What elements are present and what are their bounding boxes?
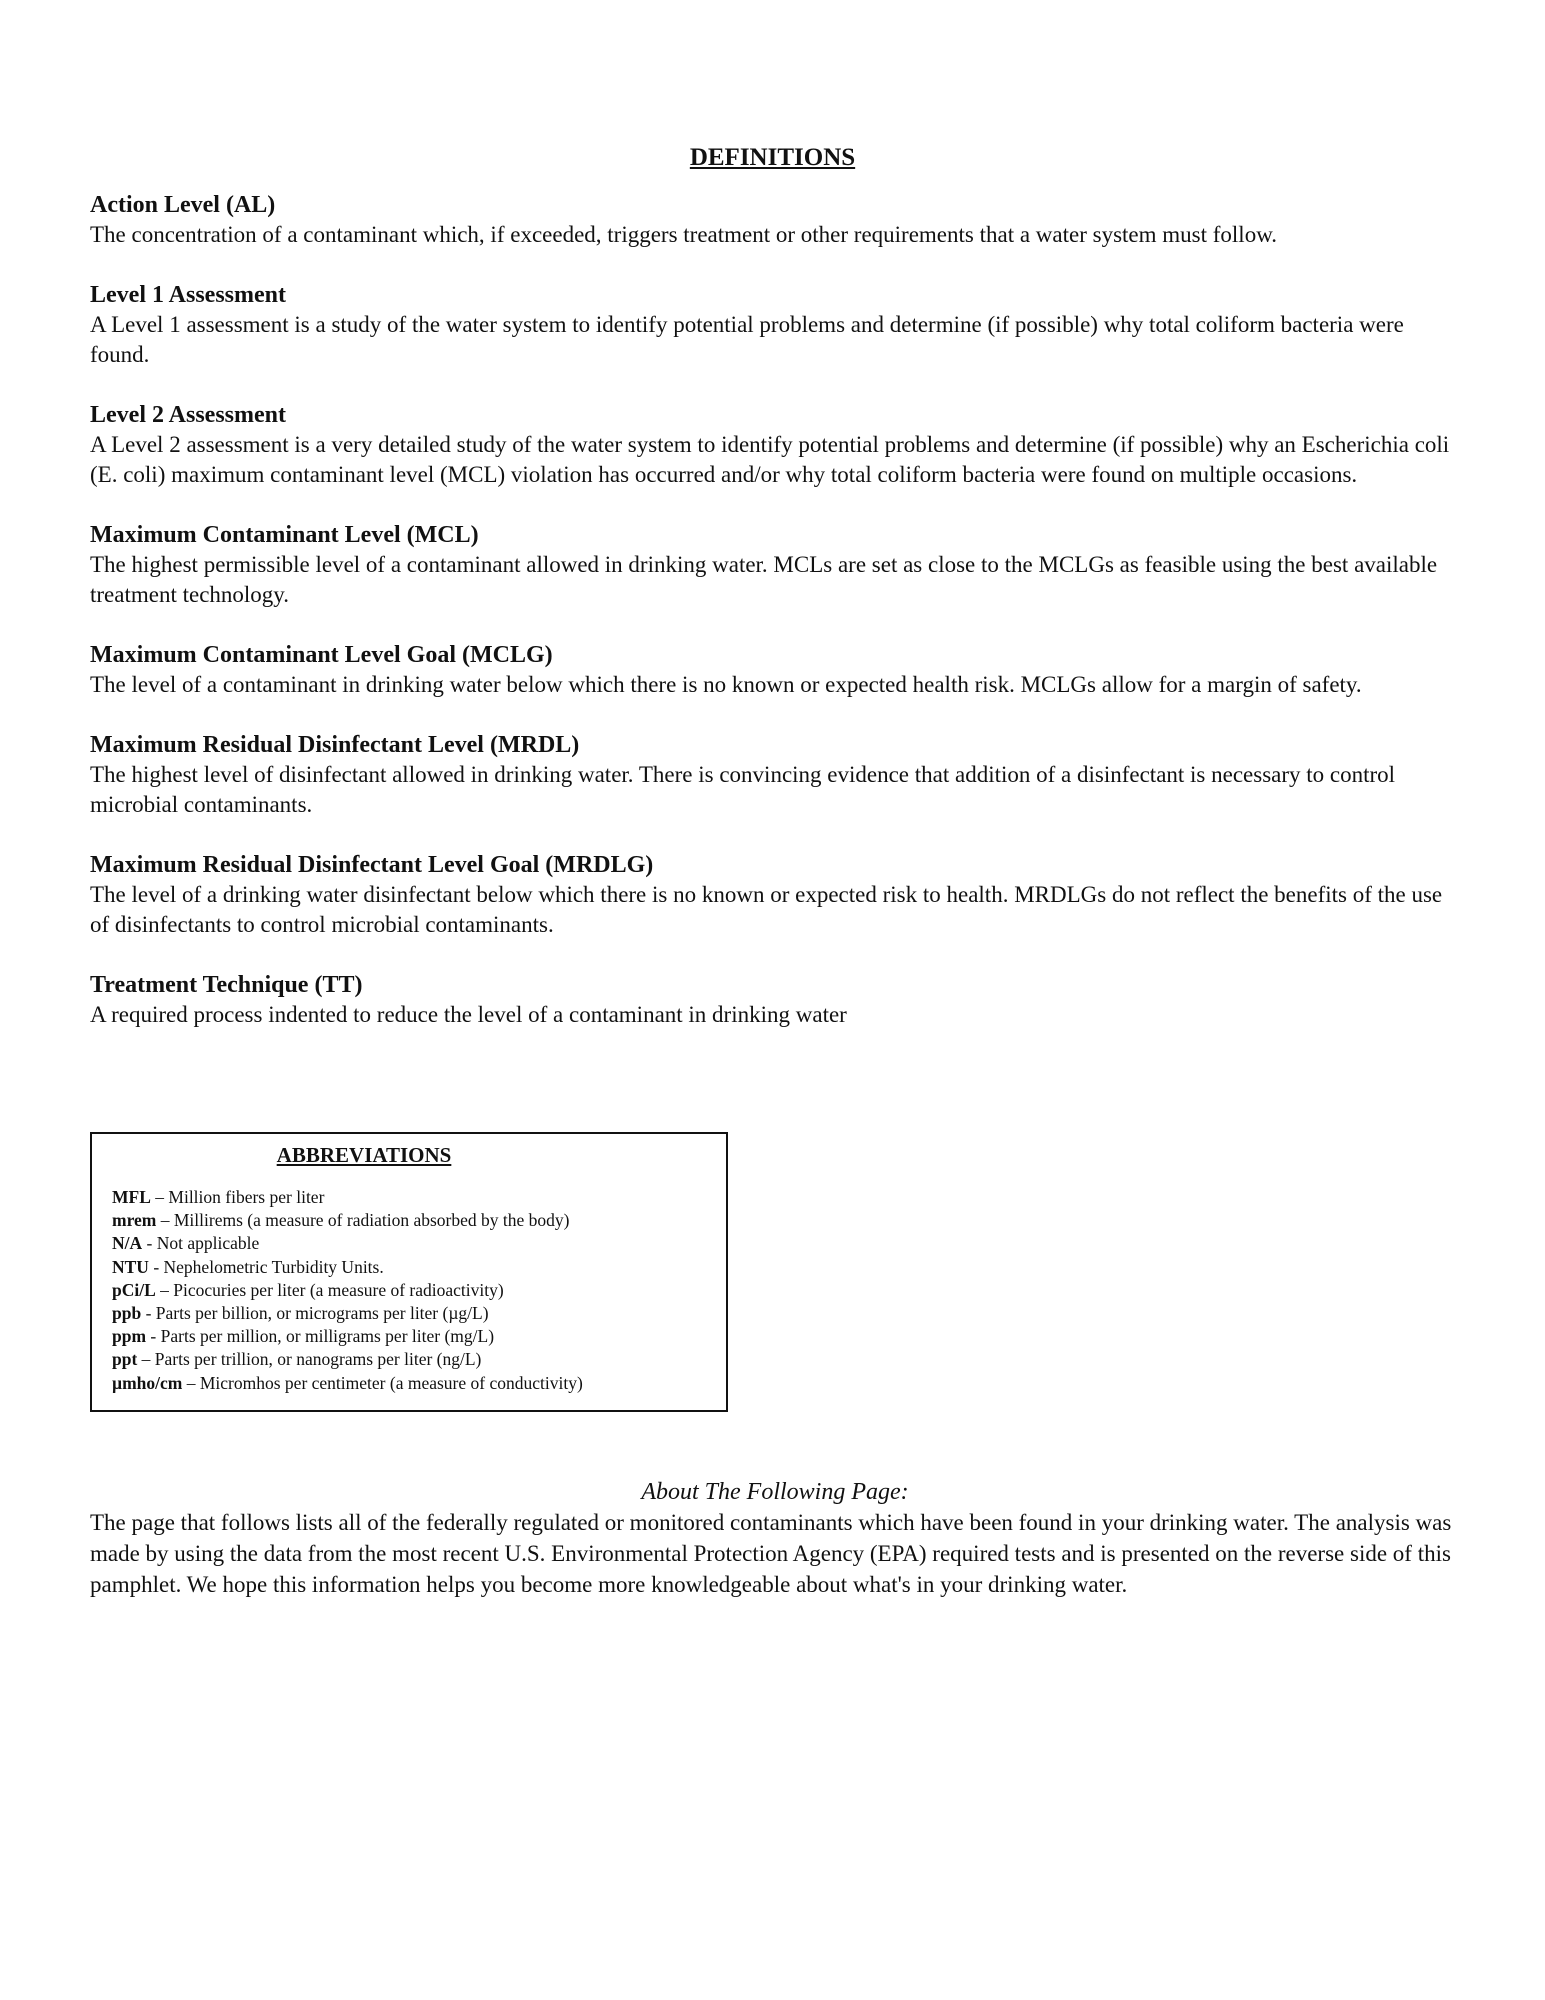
abbreviation-term: N/A — [112, 1233, 143, 1254]
abbreviation-separator: - — [148, 1256, 164, 1277]
definition-term: Action Level (AL) — [90, 192, 276, 218]
definition-text: The highest level of disinfectant allowed in drinking water. There is convincing evidence that addition of a disinfectant is necessary to control microbial contaminants. — [90, 762, 1396, 817]
abbreviation-separator: – — [155, 1279, 174, 1300]
definition-text: The level of a contaminant in drinking water below which there is no known or expected health risk. MCLGs allow for a margin of safety. — [90, 672, 1362, 697]
definition-mrdlg — [90, 850, 1460, 940]
definition-text: A Level 2 assessment is a very detailed study of the water system to identify potential problems and determine (if possible) why an Escherichia coli (E. coli) maximum contaminant level (MCL) violation has occurred and/or why total coliform bacteria were found on multiple occasions. — [90, 432, 1450, 487]
definition-text: The level of a drinking water disinfectant below which there is no known or expected risk to health. MRDLGs do not reflect the benefits of the use of disinfectants to control microbial contaminants. — [90, 882, 1443, 937]
definition-level-2-assessment — [90, 400, 1460, 490]
abbreviations-list — [112, 1186, 706, 1395]
abbreviation-separator: - — [142, 1233, 157, 1254]
abbreviation-separator: – — [150, 1187, 169, 1207]
abbreviation-term: pCi/L — [112, 1279, 156, 1300]
abbreviations-box — [90, 1132, 728, 1412]
definition-mclg — [90, 640, 1460, 700]
abbreviation-term: mrem — [112, 1210, 157, 1231]
definition-mcl — [90, 520, 1460, 610]
about-text: The page that follows lists all of the federally regulated or monitored contaminants which have been found in your drinking water. The analysis was made by using the data from the most recent U.S. Environmental Protection Agency (EPA) required tests and is presented on the reverse side of this pamphlet. We hope this information helps you become more knowledgeable about what's in your drinking water. — [90, 1510, 1452, 1597]
abbreviation-term: ppb — [112, 1303, 142, 1324]
definition-term: Maximum Contaminant Level (MCL) — [90, 522, 479, 548]
abbreviation-term: ppt — [112, 1349, 138, 1370]
abbreviation-ppb — [112, 1302, 706, 1325]
abbreviation-term: µmho/cm — [112, 1372, 183, 1393]
abbreviation-text: Million fibers per liter — [168, 1187, 325, 1207]
abbreviation-text: Picocuries per liter (a measure of radioactivity) — [173, 1279, 504, 1300]
abbreviation-ntu — [112, 1256, 706, 1279]
definition-mrdl — [90, 730, 1460, 820]
page-title: DEFINITIONS — [689, 144, 856, 171]
abbreviation-text: Parts per billion, or micrograms per liter (µg/L) — [155, 1303, 489, 1324]
definition-text: A Level 1 assessment is a study of the water system to identify potential problems and determine (if possible) why total coliform bacteria were found. — [90, 312, 1404, 367]
abbreviation-na — [112, 1232, 706, 1255]
definition-text: The concentration of a contaminant which, if exceeded, triggers treatment or other requirements that a water system must follow. — [90, 222, 1278, 247]
definition-term: Maximum Contaminant Level Goal (MCLG) — [90, 642, 553, 668]
abbreviation-ppm — [112, 1325, 706, 1348]
abbreviation-separator: - — [141, 1303, 156, 1324]
definition-term: Maximum Residual Disinfectant Level Goal (MRDLG) — [90, 852, 654, 878]
abbreviation-text: Parts per trillion, or nanograms per liter (ng/L) — [154, 1349, 482, 1370]
abbreviation-term: NTU — [112, 1256, 149, 1277]
about-section — [90, 1477, 1460, 1600]
abbreviation-text: Micromhos per centimeter (a measure of conductivity) — [199, 1372, 583, 1393]
abbreviation-text: Nephelometric Turbidity Units. — [163, 1256, 384, 1277]
abbreviation-term: MFL — [112, 1187, 151, 1207]
definition-text: The highest permissible level of a contaminant allowed in drinking water. MCLs are set as close to the MCLGs as feasible using the best available treatment technology. — [90, 552, 1438, 607]
abbreviation-pcil — [112, 1279, 706, 1302]
definition-term: Level 1 Assessment — [90, 282, 286, 308]
definition-text: A required process indented to reduce the level of a contaminant in drinking water — [90, 1002, 847, 1027]
abbreviations-title: ABBREVIATIONS — [276, 1143, 452, 1167]
abbreviation-mrem — [112, 1209, 706, 1232]
abbreviation-separator: – — [156, 1210, 174, 1231]
definition-term: Level 2 Assessment — [90, 402, 286, 428]
abbreviation-ppt — [112, 1348, 706, 1371]
definition-action-level — [90, 190, 1460, 250]
definition-level-1-assessment — [90, 280, 1460, 370]
definition-term: Treatment Technique (TT) — [90, 972, 363, 998]
definition-term: Maximum Residual Disinfectant Level (MRDL) — [90, 732, 580, 758]
definition-treatment-technique — [90, 970, 1460, 1030]
abbreviation-separator: - — [146, 1326, 161, 1347]
abbreviation-separator: – — [137, 1349, 155, 1370]
abbreviation-text: Not applicable — [156, 1233, 260, 1254]
abbreviation-umho-cm — [112, 1372, 706, 1395]
abbreviation-separator: – — [182, 1372, 200, 1393]
abbreviation-mfl — [112, 1186, 706, 1209]
abbreviation-text: Parts per million, or milligrams per liter (mg/L) — [160, 1326, 495, 1347]
about-title: About The Following Page: — [641, 1479, 909, 1505]
abbreviation-text: Millirems (a measure of radiation absorbed by the body) — [173, 1210, 570, 1231]
definitions-list — [90, 190, 1460, 1060]
abbreviation-term: ppm — [112, 1326, 147, 1347]
